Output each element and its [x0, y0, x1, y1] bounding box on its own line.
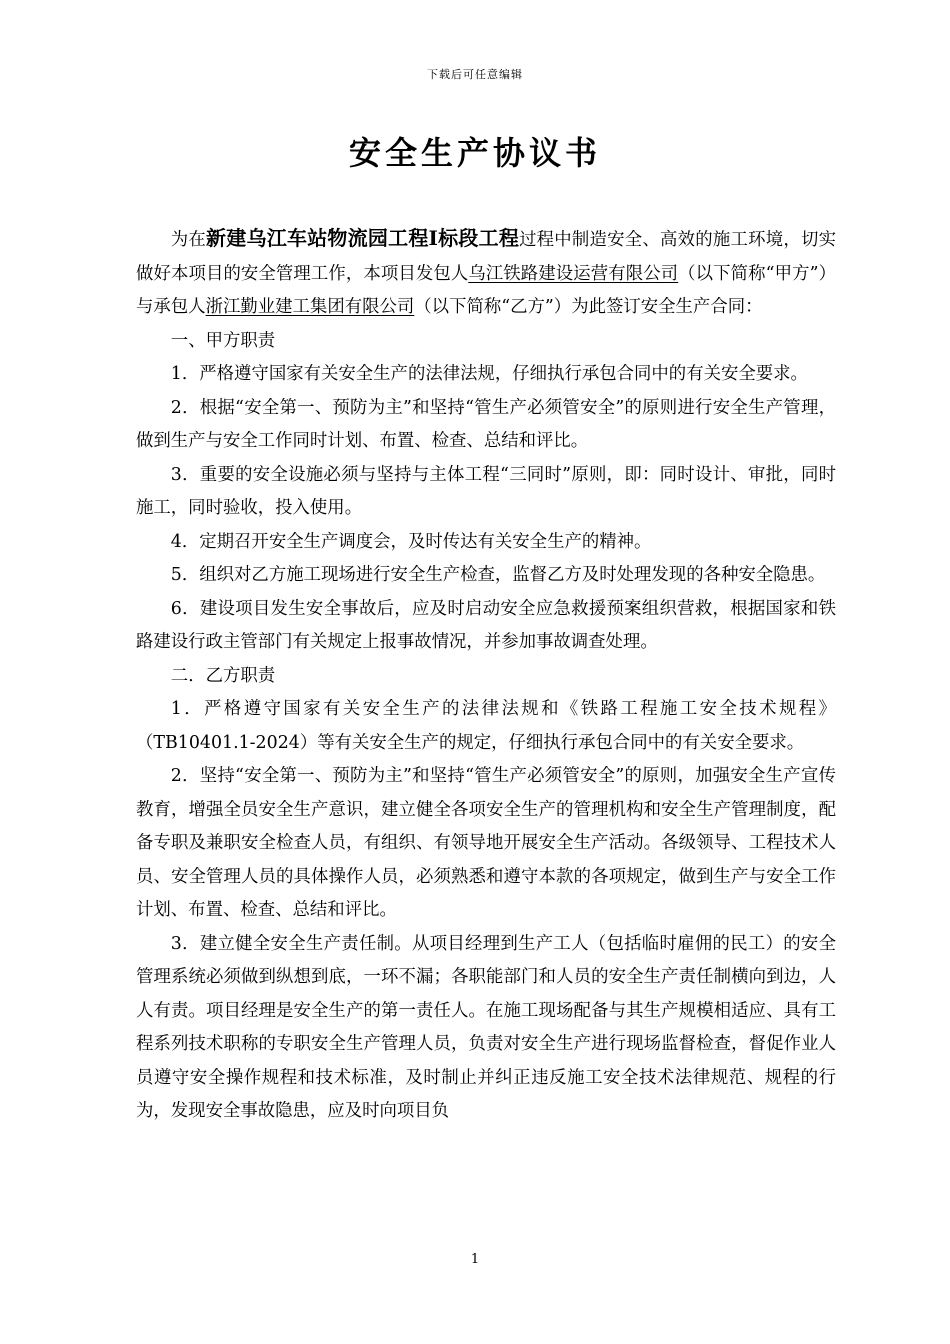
header-note: 下载后可任意编辑	[427, 68, 523, 81]
section-a-item: 6．建设项目发生安全事故后，应及时启动安全应急救援预案组织营救，根据国家和铁路建设行政主管部门有关规定上报事故情况，并参加事故调查处理。	[136, 598, 836, 652]
intro-paragraph	[136, 222, 836, 325]
document-body	[136, 222, 836, 1129]
intro-text-2: 过程中制造安全、高效的施工环境，切实做好本项目的安全管理工作，本项目发包人	[136, 230, 836, 284]
intro-text-1: 为在	[170, 230, 207, 250]
section-a-item: 5．组织对乙方施工现场进行安全生产检查，监督乙方及时处理发现的各种安全隐患。	[170, 565, 826, 585]
section-b-item: 1．严格遵守国家有关安全生产的法律法规和《铁路工程施工安全技术规程》（TB10401.1-2024）等有关安全生产的规定，仔细执行承包合同中的有关安全要求。	[136, 699, 836, 753]
party-a-name: 乌江铁路建设运营有限公司	[468, 263, 679, 284]
project-name: 新建乌江车站物流园工程Ⅰ标段工程	[206, 226, 520, 250]
party-b-name: 浙江勤业建工集团有限公司	[205, 297, 415, 317]
section-a-item: 4．定期召开安全生产调度会，及时传达有关安全生产的精神。	[170, 531, 652, 552]
page-number: 1	[470, 1252, 480, 1267]
section-a-item: 3．重要的安全设施必须与坚持与主体工程“三同时”原则，即：同时设计、审批，同时施工，同时验收，投入使用。	[136, 464, 836, 518]
intro-text-3: （以下简称“甲方”）与承包人	[136, 263, 836, 317]
section-a-heading: 一、甲方职责	[170, 330, 276, 351]
section-a-item: 2．根据“安全第一、预防为主”和坚持“管生产必须管安全”的原则进行安全生产管理，做到生产与安全工作同时计划、布置、检查、总结和评比。	[136, 397, 836, 451]
section-a-item: 1．严格遵守国家有关安全生产的法律法规，仔细执行承包合同中的有关安全要求。	[170, 364, 808, 384]
document-title: 安全生产协议书	[348, 134, 601, 172]
section-b-item: 3．建立健全安全生产责任制。从项目经理到生产工人（包括临时雇佣的民工）的安全管理系统必须做到纵想到底，一环不漏；各职能部门和人员的安全生产责任制横向到边，人人有责。项目经理是安全生产的第一责任人。在施工现场配备与其生产规模相适应、具有工程系列技术职称的专职安全生产管理人员，负责对安全生产进行现场监督检查，督促作业人员遵守安全操作规程和技术标准，及时制止并纠正违反施工安全技术法律规范、规程的行为，发现安全事故隐患，应及时向项目负	[136, 933, 836, 1121]
section-b-heading: 二．乙方职责	[170, 665, 276, 686]
section-b-item: 2．坚持“安全第一、预防为主”和坚持“管生产必须管安全”的原则，加强安全生产宣传教育，增强全员安全生产意识，建立健全各项安全生产的管理机构和安全生产管理制度，配备专职及兼职安全检查人员，有组织、有领导地开展安全生产活动。各级领导、工程技术人员、安全管理人员的具体操作人员，必须熟悉和遵守本款的各项规定，做到生产与安全工作计划、布置、检查、总结和评比。	[136, 766, 836, 920]
intro-text-4: （以下简称“乙方”）为此签订安全生产合同：	[414, 297, 763, 317]
